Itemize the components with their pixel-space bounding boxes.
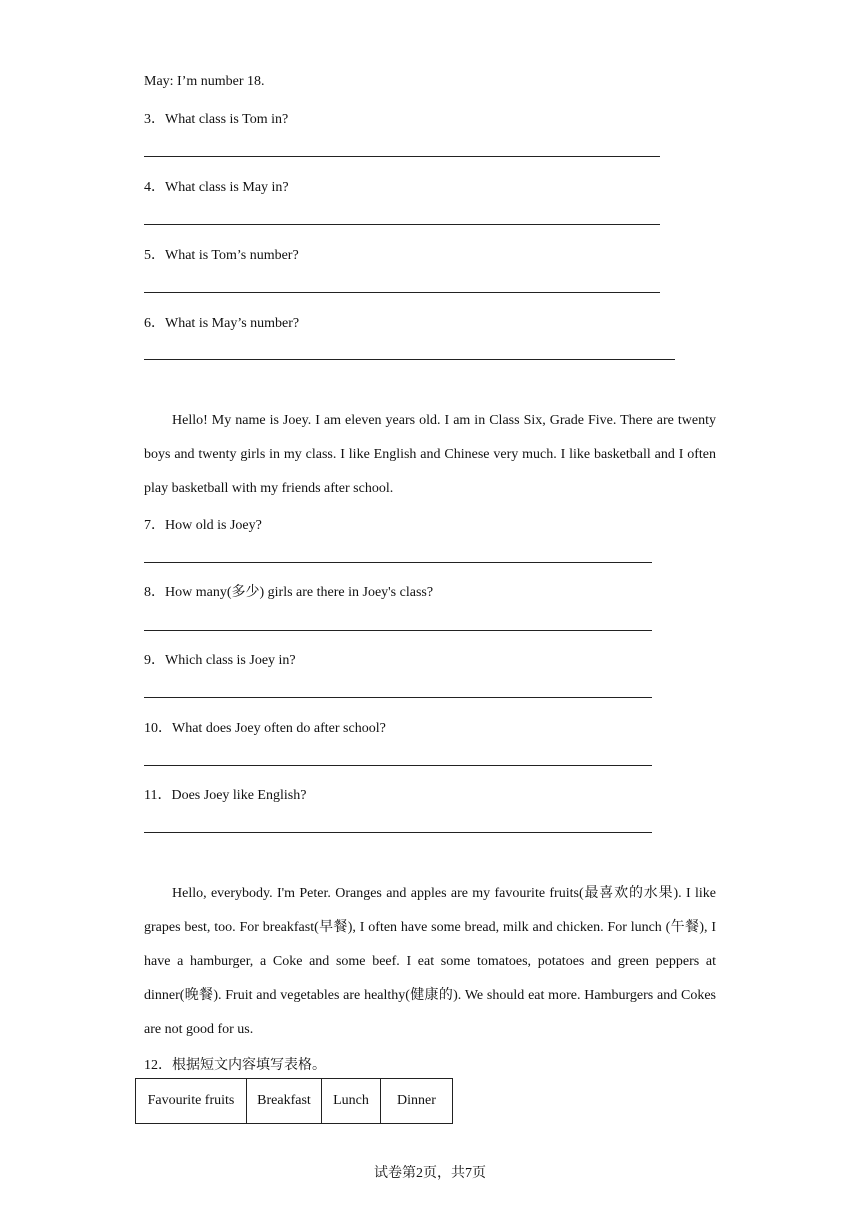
question-text: What does Joey often do after school? <box>172 721 386 736</box>
question-text: What class is May in? <box>165 180 289 195</box>
question-8 <box>144 581 433 601</box>
question-text: How many(多少) girls are there in Joey's class? <box>165 585 434 600</box>
answer-line[interactable] <box>144 765 652 766</box>
question-number: 9． <box>144 653 165 668</box>
answer-line[interactable] <box>144 832 652 833</box>
table-header-cell: Favourite fruits <box>136 1079 247 1124</box>
answer-line[interactable] <box>144 630 652 631</box>
answer-line[interactable] <box>144 359 675 360</box>
question-number: 8． <box>144 585 165 600</box>
question-number: 5． <box>144 248 165 263</box>
answer-line[interactable] <box>144 562 652 563</box>
question-5 <box>144 244 299 264</box>
question-6 <box>144 312 299 332</box>
question-number: 6． <box>144 316 165 331</box>
reading-passage-peter <box>144 877 716 1047</box>
question-text: Which class is Joey in? <box>165 653 296 668</box>
question-3 <box>144 108 288 128</box>
answer-line[interactable] <box>144 292 660 293</box>
question-12 <box>144 1054 326 1074</box>
question-7 <box>144 514 262 534</box>
page-footer: 试卷第2页，共7页 <box>374 1166 486 1181</box>
answer-line[interactable] <box>144 224 660 225</box>
question-number: 3． <box>144 112 165 127</box>
question-10 <box>144 717 386 737</box>
question-text: 根据短文内容填写表格。 <box>172 1058 326 1073</box>
question-text: Does Joey like English? <box>171 788 307 803</box>
question-number: 10． <box>144 721 172 736</box>
table-header-cell: Breakfast <box>247 1079 322 1124</box>
question-text: What is May’s number? <box>165 316 300 331</box>
question-4 <box>144 176 289 196</box>
passage-text: Hello! My name is Joey. I am eleven years old. I am in Class Six, Grade Five. There are twenty boys and twenty girls in my class. I like English and Chinese very much. I like basketball and I often play basketball with my friends after school. <box>144 413 716 496</box>
answer-line[interactable] <box>144 697 652 698</box>
question-text: How old is Joey? <box>165 518 262 533</box>
question-text: What is Tom’s number? <box>165 248 299 263</box>
question-text: What class is Tom in? <box>165 112 289 127</box>
answer-line[interactable] <box>144 156 660 157</box>
dialogue-line: May: I’m number 18. <box>144 74 265 89</box>
reading-passage-joey <box>144 404 716 506</box>
table-header-row <box>136 1079 453 1124</box>
passage-text: Hello, everybody. I'm Peter. Oranges and apples are my favourite fruits(最喜欢的水果). I like grapes best, too. For breakfast(早餐), I often have some bread, milk and chicken. For lunch (午餐), I have a hamburger, a Coke and some beef. I eat some tomatoes, potatoes and green peppers at dinner(晚餐). Fruit and vegetables are healthy(健康的). We should eat more. Hamburgers and Cokes are not good for us. <box>144 886 716 1037</box>
table-header-cell: Dinner <box>381 1079 453 1124</box>
question-number: 4． <box>144 180 165 195</box>
question-number: 7． <box>144 518 165 533</box>
question-9 <box>144 649 296 669</box>
question-number: 11． <box>144 788 172 803</box>
table-header-cell: Lunch <box>322 1079 381 1124</box>
question-11 <box>144 784 306 804</box>
fill-in-table <box>135 1078 453 1124</box>
question-number: 12． <box>144 1058 172 1073</box>
